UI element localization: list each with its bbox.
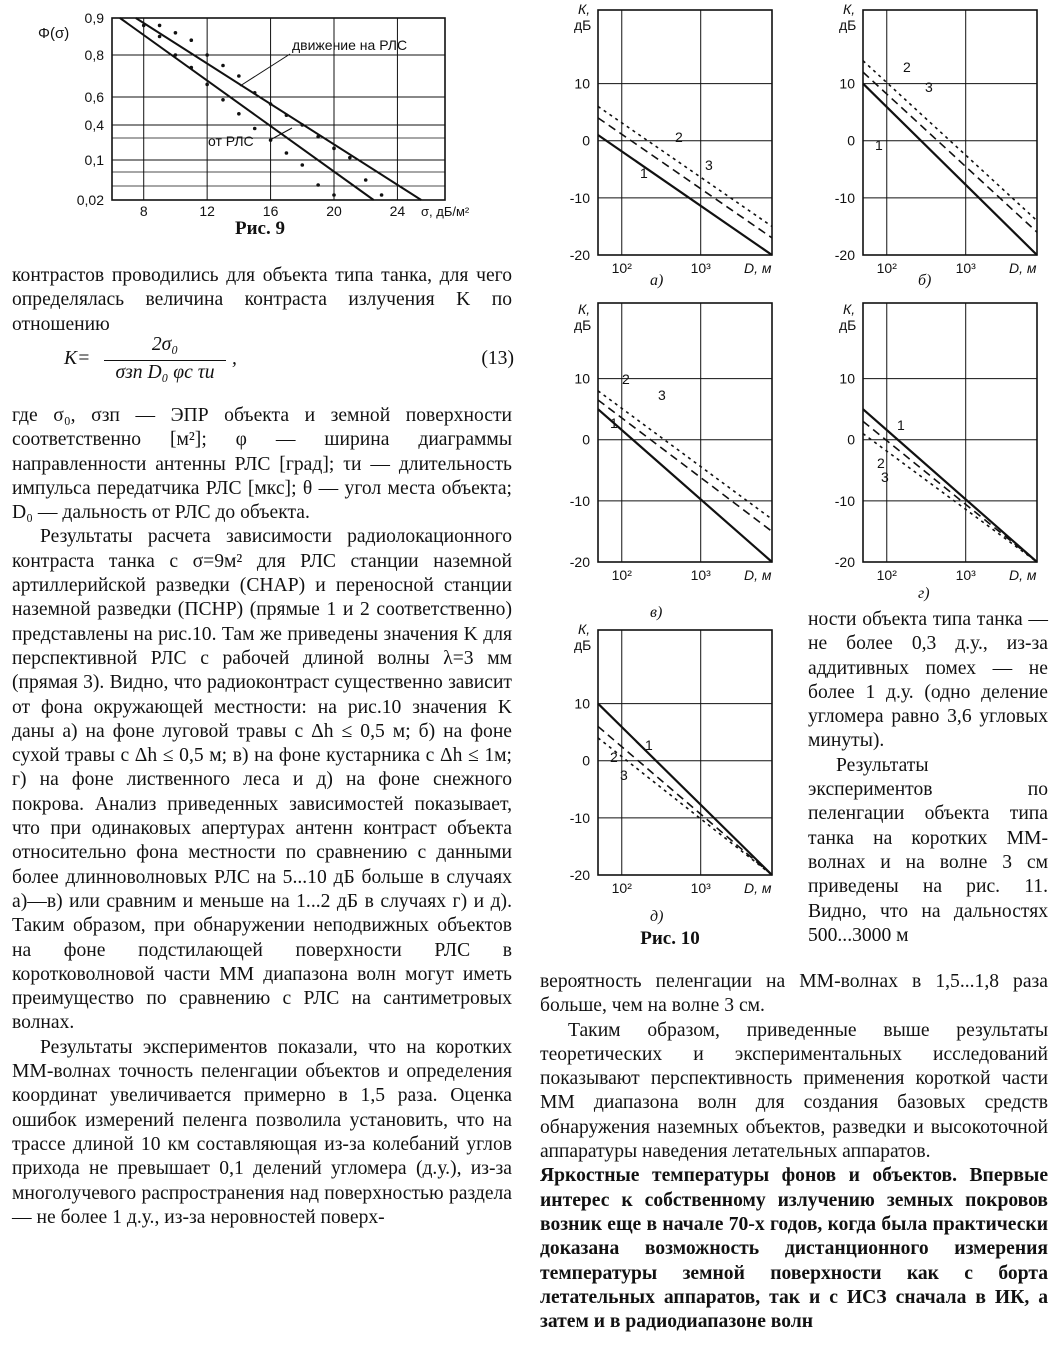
formula-13 (64, 334, 514, 394)
fig10-a-y-tick: 0 (582, 132, 590, 149)
fig10-c-y-tick: -10 (569, 492, 590, 509)
fig10-d-series-label-3: 3 (881, 469, 889, 485)
fig9-y-tick: 0,6 (84, 89, 104, 105)
fig10-panel-e-label: д) (650, 908, 664, 925)
fig10-c-x-tick: 10² (611, 567, 632, 583)
fig9-x-tick: 8 (139, 203, 148, 219)
fig10-a-y-tick: -20 (569, 247, 590, 263)
fig9-y-tick: 0,8 (84, 47, 104, 63)
left-p3: Результаты расчета зависимости радиолокационного контраста танка с σ=9м² для РЛС станции наземной артиллерийской разведки (СНАР) и переносной станции наземной разведки (ПСНР) (прямые 1 и 2 соответственно) представлены на рис.10. Там же приведены значения K для перспективной РЛС с рабочей длиной волны λ=3 мм (прямая 3). Видно, что радиоконтраст существенно зависит от фона окружающей местности: на рис.10 значения K даны а) на фоне луговой травы с Δh ≤ 0,5 м; б) на фоне сухой травы с Δh ≤ 0,5 м; в) на фоне кустарника с Δh ≤ 1м; г) на фоне лиственного леса и д) на фоне снежного покрова. Анализ приведенных зависимостей показывает, что при одинаковых апертурах антенн контраст объекта относительно фона местности по сравнению с данными более длинноволновых РЛС на 5...10 дБ больше в случаях а)—в) или сравним и меньше на 1...2 дБ в случаях г) и д). Таким образом, при обнаружении неподвижных объектов на фоне подстилающей поверхности РЛС в коротковолновой части ММ диапазона волн могут иметь преимущество по сравнению с РЛС на сантиметровых волнах. (12, 526, 512, 1034)
fig10-b-y-tick: 0 (847, 132, 855, 149)
fig10-d-x-unit: D, м (1009, 567, 1037, 583)
fig10-e-series-label-2: 2 (610, 749, 618, 765)
fig9-y-tick: 0,4 (84, 117, 104, 133)
fig10-d-y-tick: -20 (834, 554, 855, 570)
fig9-point (332, 193, 336, 197)
fig10-b-frame (863, 10, 1037, 255)
fig10-c-y-tick: -20 (569, 554, 590, 570)
fig10-d-y-tick: -10 (834, 492, 855, 509)
fig10-a-y-tick: 10 (574, 75, 590, 92)
fig9-point (253, 127, 257, 131)
fig9-x-tick: 12 (199, 203, 215, 219)
fig10-panel-e (540, 620, 790, 910)
fig10-a-y-tick: -10 (569, 189, 590, 206)
right-p3 (540, 1164, 1048, 1334)
fig9-point (158, 35, 162, 39)
fig9-point (285, 113, 289, 117)
fig10-panel-c-label: в) (650, 604, 663, 621)
formula-fraction (104, 334, 226, 394)
fig10-c-y-tick: 0 (582, 431, 590, 448)
fig10-panel-b-label: б) (918, 272, 932, 289)
fig9-point (237, 112, 241, 116)
fig10-e-frame (598, 630, 772, 875)
fig10-b-series-2 (863, 72, 1037, 232)
fig10-e-y-unit-2: дБ (574, 637, 592, 653)
fig10-e-series-label-1: 1 (645, 737, 653, 753)
fig10-e-y-tick: -20 (569, 867, 590, 883)
fig10-a-series-label-1: 1 (640, 165, 648, 181)
fig10-panel-d-label: г) (918, 585, 930, 602)
right-side-text (808, 608, 1048, 948)
fig9-point (221, 98, 225, 102)
fig10-c-series-label-2: 2 (622, 371, 630, 387)
right-p1: вероятность пеленгации на ММ-волнах в 1,5...1,8 раза больше, чем на волне 3 см. (540, 971, 1048, 1017)
right-side-p1: ности объекта типа танка — не более 0,3 д.у., из-за аддитивных помех — не более 1 д.у. (одно деление угломера равно 3,6 угловых минуты). (808, 609, 1048, 752)
fig10-b-series-label-1: 1 (875, 137, 883, 153)
fig9-series-label-1: движение на РЛС (292, 37, 408, 53)
right-p2: Таким образом, приведенные выше результаты теоретических и экспериментальных исследований показывают перспективность применения короткой части ММ диапазона волн для создания базовых средств обнаружения наземных объектов, разведки и высокоточной аппаратуры наведения летательных аппаратов. (540, 1019, 1048, 1163)
fig10-e-x-tick: 10³ (690, 880, 711, 896)
fig10-d-series-3 (863, 434, 1037, 562)
fig10-d-series-2 (863, 421, 1037, 562)
fig10-a-series-1 (598, 135, 772, 255)
fig10-b-y-unit-2: дБ (839, 17, 857, 33)
fig10-b-x-tick: 10² (876, 260, 897, 276)
fig10-e-x-unit: D, м (744, 880, 772, 896)
left-p4: Результаты экспериментов показали, что на коротких ММ-волнах точность пеленгации объектов и определения координат увеличивается примерно в 1,5 раза. Оценка ошибок измерений пеленга позволила установить, что на трассе длиной 10 км составляющая из-за колебаний углов прихода не превышает 0,1 делений угломера (д.у.), из-за многолучевого распространения над поверхностью раздела — не более 1 д.у., из-за неровностей поверх- (12, 1036, 512, 1228)
fig9-caption: Рис. 9 (235, 218, 285, 239)
fig10-e-x-tick: 10² (611, 880, 632, 896)
formula-lhs: K= (64, 348, 91, 369)
fig10-e-y-tick: -10 (569, 809, 590, 826)
fig9-series-label-2: от РЛС (208, 133, 254, 149)
fig10-a-y-unit-2: дБ (574, 17, 592, 33)
fig9-point (174, 31, 178, 35)
fig10-panel-b (800, 0, 1060, 275)
fig9-y-tick: 0,9 (84, 10, 104, 26)
fig10-b-series-label-3: 3 (925, 79, 933, 95)
fig10-a-x-tick: 10³ (690, 260, 711, 276)
fig10-e-series-2 (598, 726, 772, 875)
fig9-x-label: σ, дБ/м² (421, 204, 470, 219)
fig10-c-series-label-1: 1 (610, 415, 618, 431)
fig10-e-y-unit: К, (578, 621, 591, 637)
fig10-e-series-1 (598, 704, 772, 875)
fig10-d-y-unit-2: дБ (839, 317, 857, 333)
fig10-c-y-unit-2: дБ (574, 317, 592, 333)
fig9-point (316, 183, 320, 187)
fig10-c-series-1 (598, 409, 772, 562)
fig9-point (221, 64, 225, 68)
fig10-d-series-label-2: 2 (877, 455, 885, 471)
fig9-point (253, 91, 257, 95)
fig10-b-series-1 (863, 84, 1037, 255)
fig10-d-y-tick: 0 (847, 431, 855, 448)
fig10-d-x-tick: 10³ (955, 567, 976, 583)
fig9-y-tick: 0,1 (84, 152, 104, 168)
right-p3-body: Впервые интерес к собственному излучению земных покровов возник еще в начале 70-х годов, когда была практически доказана возможность дистанционного измерения температуры земной поверхности как с борта летательных аппаратов, так и с ИСЗ сначала в ИК, а затем и в радиодиапазоне волн (540, 1165, 1049, 1333)
right-body (540, 970, 1048, 1334)
right-p3-heading: Яркостные температуры фонов и объектов. (540, 1165, 958, 1187)
fig9-point (380, 193, 384, 197)
fig10-d-series-label-1: 1 (897, 417, 905, 433)
fig10-e-series-3 (598, 738, 772, 875)
fig10-d-series-1 (863, 409, 1037, 562)
fig10-a-x-tick: 10² (611, 260, 632, 276)
fig9-x-tick: 16 (262, 203, 279, 219)
left-p2: где σ₀, σзп — ЭПР объекта и земной поверхности соответственно [м²]; φ — ширина диаграммы направленности антенны РЛС [град]; τи — длительность импульса передатчика РЛС [мкс]; θ — угол места объекта; D₀ — дальность от РЛС до объекта. (12, 405, 512, 524)
fig10-e-series-label-3: 3 (620, 767, 628, 783)
fig10-a-series-label-3: 3 (705, 157, 713, 173)
fig9-x-tick: 20 (326, 203, 342, 219)
fig10-panel-c (540, 300, 790, 595)
left-p1: контрастов проводились для объекта типа танка, для чего определялась величина контраста излучения K по отношению (12, 265, 512, 335)
fig10-b-y-tick: -10 (834, 189, 855, 206)
formula-bar (104, 360, 226, 361)
fig10-d-y-unit: К, (843, 301, 856, 317)
fig9-point (142, 24, 146, 28)
fig10-d-y-tick: 10 (839, 370, 855, 387)
fig10-a-x-unit: D, м (744, 260, 772, 276)
fig9-point (158, 24, 162, 28)
fig10-a-y-unit: К, (578, 1, 591, 17)
fig9-point (174, 53, 178, 57)
fig9-point (332, 147, 336, 151)
formula-denominator: σзп D₀ φc τи (115, 362, 215, 383)
fig9-chart (0, 0, 522, 225)
fig10-e-y-tick: 0 (582, 752, 590, 769)
fig10-panel-a-label: а) (650, 272, 664, 289)
left-body (12, 404, 512, 1230)
fig9-point (189, 38, 193, 42)
fig9-point (269, 102, 273, 106)
right-column (540, 0, 1060, 1364)
formula-numerator: 2σ₀ (151, 334, 179, 355)
fig9-point (205, 53, 209, 57)
fig10-a-series-2 (598, 118, 772, 238)
fig9-point (300, 123, 304, 127)
fig9-point (189, 66, 193, 70)
fig10-a-series-3 (598, 106, 772, 226)
fig10-b-x-unit: D, м (1009, 260, 1037, 276)
fig10-e-y-tick: 10 (574, 695, 590, 712)
fig9-point (205, 83, 209, 87)
fig10-d-x-tick: 10² (876, 567, 897, 583)
fig10-c-series-label-3: 3 (658, 387, 666, 403)
fig10-b-y-unit: К, (843, 1, 856, 17)
fig10-panel-d (800, 300, 1060, 595)
left-paragraph-1 (12, 264, 512, 337)
fig9-x-tick: 24 (389, 203, 406, 219)
formula-tail: , (232, 348, 237, 369)
fig10-c-x-unit: D, м (744, 567, 772, 583)
fig10-c-series-2 (598, 400, 772, 531)
fig10-b-y-tick: 10 (839, 75, 855, 92)
fig10-a-series-label-2: 2 (675, 129, 683, 145)
fig10-caption: Рис. 10 (640, 928, 700, 949)
right-side-p2: Результаты экспериментов по пеленгации объекта типа танка на коротких ММ-волнах и на волне 3 см приведены на рис. 11. Видно, что на дальностях 500...3000 м (808, 754, 1048, 946)
fig9-point (364, 178, 368, 182)
formula-number: (13) (481, 348, 514, 369)
fig10-c-series-3 (598, 391, 772, 519)
fig9-leader-1 (240, 54, 290, 86)
fig9-y-label: Φ(σ) (38, 25, 70, 42)
fig10-b-y-tick: -20 (834, 247, 855, 263)
fig10-b-x-tick: 10³ (955, 260, 976, 276)
fig10-c-y-unit: К, (578, 301, 591, 317)
fig10-a-frame (598, 10, 772, 255)
fig10-c-x-tick: 10³ (690, 567, 711, 583)
left-column (0, 0, 522, 1364)
fig10-panel-a (540, 0, 790, 275)
fig9-point (300, 163, 304, 167)
fig9-point (316, 135, 320, 139)
fig9-point (348, 156, 352, 160)
fig9-y-tick: 0,02 (76, 192, 104, 208)
fig10-b-series-label-2: 2 (903, 59, 911, 75)
fig9-point (237, 74, 241, 78)
fig9-point (285, 151, 289, 155)
fig10-c-y-tick: 10 (574, 370, 590, 387)
